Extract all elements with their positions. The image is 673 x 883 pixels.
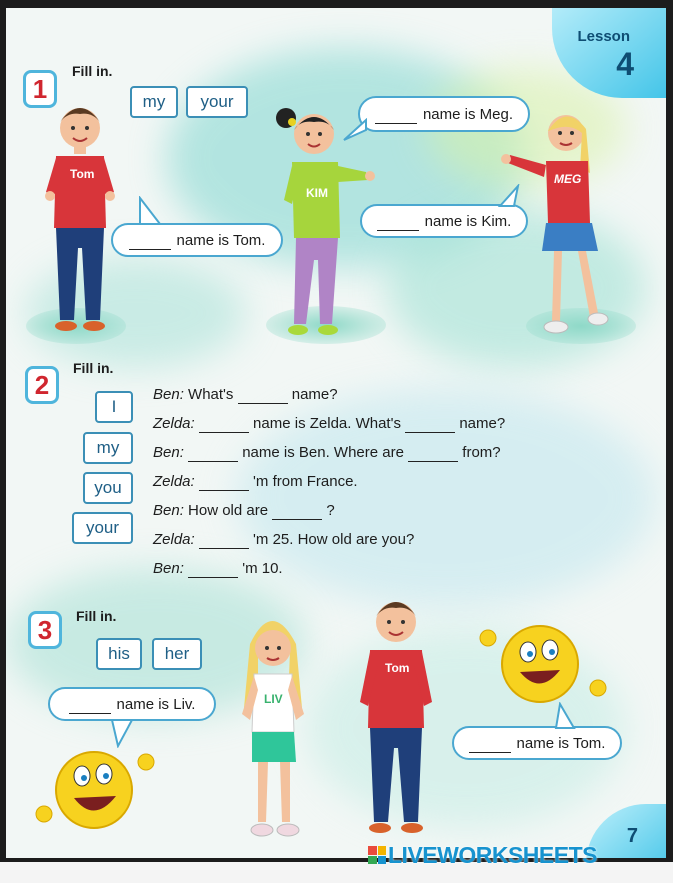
- dialogue-line-4: Zelda: 'm from France.: [153, 473, 358, 490]
- bubble-text-liv: name is Liv.: [116, 695, 196, 713]
- word-box-my-2: my: [83, 432, 133, 464]
- liv-shirt-label: LIV: [264, 692, 283, 706]
- dialogue-blank-2b[interactable]: [405, 415, 455, 433]
- answer-input-liv[interactable]: [69, 695, 111, 714]
- smiley-face-left-icon: [34, 738, 164, 838]
- bubble-text-meg: name is Meg.: [422, 105, 514, 123]
- worksheet-page: [6, 8, 666, 858]
- answer-input-tom-1[interactable]: [129, 231, 171, 250]
- girl-liv-illustration: [232, 604, 322, 844]
- dialogue-line-1: Ben: What's name?: [153, 386, 338, 403]
- bubble-tail-tom-1: [134, 196, 164, 226]
- word-box-you: you: [83, 472, 133, 504]
- dialogue-line-2: Zelda: name is Zelda. What's name?: [153, 415, 506, 432]
- speech-bubble-tom-1: [111, 223, 283, 257]
- word-box-your: your: [186, 86, 248, 118]
- dialogue-line-5: Ben: How old are ?: [153, 502, 335, 519]
- exercise-2-number: 2: [25, 366, 59, 404]
- word-box-your-2: your: [72, 512, 133, 544]
- exercise-2-instruction: Fill in.: [73, 360, 114, 376]
- kim-shirt-label: KIM: [306, 186, 328, 200]
- liveworksheets-watermark: LIVEWORKSHEETS: [368, 844, 597, 866]
- dialogue-blank-6a[interactable]: [199, 531, 249, 549]
- girl-meg-illustration: [500, 103, 620, 343]
- liveworksheets-logo-icon: [368, 846, 386, 864]
- answer-input-kim[interactable]: [377, 212, 419, 231]
- exercise-3-instruction: Fill in.: [76, 608, 117, 624]
- speech-bubble-liv: [48, 687, 216, 721]
- dialogue-blank-1a[interactable]: [238, 386, 288, 404]
- tom-shirt-label-2: Tom: [385, 661, 410, 675]
- tom-shirt-label: Tom: [70, 167, 95, 181]
- word-box-his: his: [96, 638, 142, 670]
- page-number: 7: [626, 825, 638, 847]
- dialogue-blank-3a[interactable]: [188, 444, 238, 462]
- dialogue-line-6: Zelda: 'm 25. How old are you?: [153, 531, 415, 548]
- dialogue-blank-3b[interactable]: [408, 444, 458, 462]
- exercise-1-number: 1: [23, 70, 57, 108]
- bubble-text-tom-1: name is Tom.: [176, 231, 266, 249]
- word-box-her: her: [152, 638, 202, 670]
- exercise-3-number: 3: [28, 611, 62, 649]
- dialogue-blank-7a[interactable]: [188, 560, 238, 578]
- speech-bubble-tom-2: [452, 726, 622, 760]
- dialogue-blank-4a[interactable]: [199, 473, 249, 491]
- smiley-face-right-icon: [474, 616, 614, 712]
- lesson-label: Lesson: [577, 28, 630, 45]
- bubble-text-tom-2: name is Tom.: [516, 734, 606, 752]
- meg-shirt-label: MEG: [554, 172, 582, 186]
- answer-input-tom-2[interactable]: [469, 734, 511, 753]
- dialogue-line-7: Ben: 'm 10.: [153, 560, 283, 577]
- dialogue-blank-2a[interactable]: [199, 415, 249, 433]
- lesson-number: 4: [616, 46, 634, 82]
- word-box-I: I: [95, 391, 133, 423]
- girl-kim-illustration: [262, 100, 382, 340]
- word-box-my: my: [130, 86, 178, 118]
- bubble-text-kim: name is Kim.: [424, 212, 512, 230]
- exercise-1-instruction: Fill in.: [72, 63, 113, 79]
- boy-tom-illustration-2: [356, 592, 436, 842]
- dialogue-blank-5a[interactable]: [272, 502, 322, 520]
- dialogue-line-3: Ben: name is Ben. Where are from?: [153, 444, 501, 461]
- boy-tom-illustration: [40, 98, 120, 338]
